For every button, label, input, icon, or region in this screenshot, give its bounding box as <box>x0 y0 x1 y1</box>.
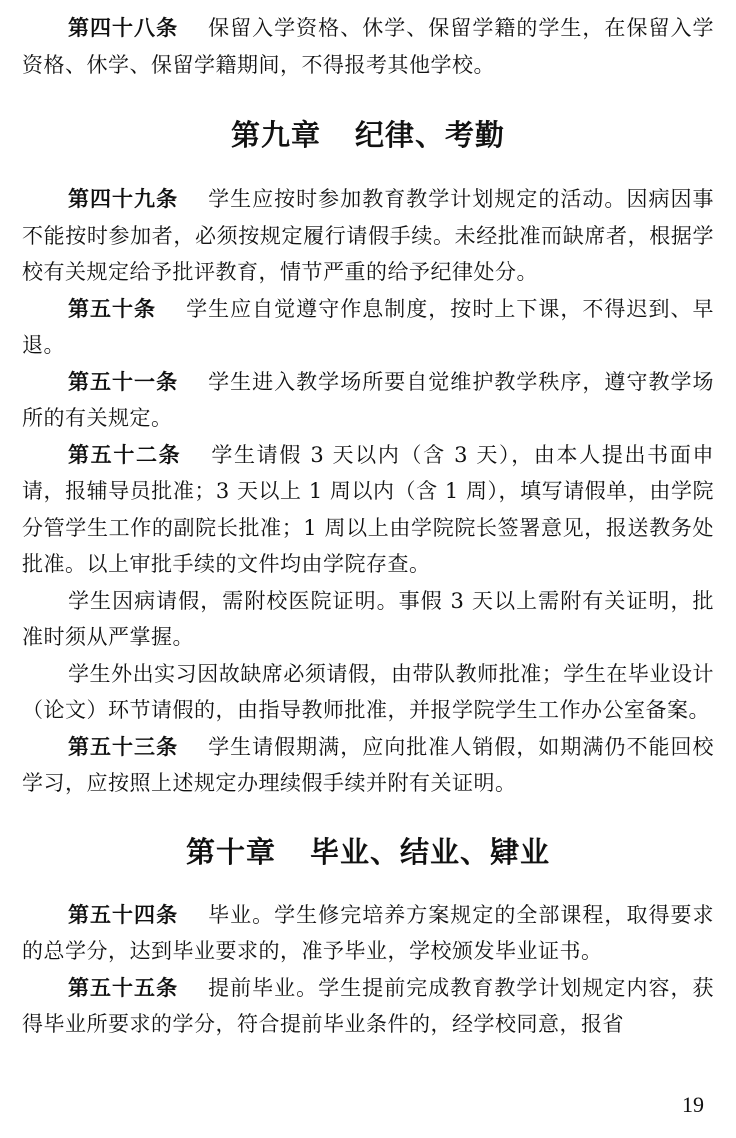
article-number: 第四十九条 <box>68 187 179 211</box>
article-text: 学生应自觉遵守作息制度，按时上下课，不得迟到、早退。 <box>22 296 715 357</box>
chapter-number: 第九章 <box>230 118 321 152</box>
chapter-title: 毕业、结业、肄业 <box>310 834 551 869</box>
document-page <box>22 10 714 1043</box>
article-52-paragraph-2: 学生因病请假，需附校医院证明。事假 3 天以上需附有关证明，批准时须从严掌握。 <box>22 588 714 649</box>
article-text: 提前毕业。学生提前完成教育教学计划规定内容，获得毕业所要求的学分，符合提前毕业条件的，经学校同意，报省 <box>22 975 714 1036</box>
chapter-number: 第十章 <box>185 834 276 869</box>
page-number: 19 <box>682 1092 704 1117</box>
article-52 <box>22 437 714 583</box>
chapter-title: 纪律、考勤 <box>355 118 506 152</box>
article-number: 第五十四条 <box>68 902 179 927</box>
article-53 <box>22 729 714 802</box>
article-text: 学生应按时参加教育教学计划规定的活动。因病因事不能按时参加者，必须按规定履行请假手续。未经批准而缺席者，根据学校有关规定给予批评教育，情节严重的给予纪律处分。 <box>22 187 714 284</box>
article-number: 第五十三条 <box>68 734 179 759</box>
chapter-heading <box>22 830 714 871</box>
article-49 <box>22 181 714 291</box>
article-number: 第五十二条 <box>68 442 182 467</box>
article-text: 学生请假期满，应向批准人销假，如期满仍不能回校学习，应按照上述规定办理续假手续并附有关证明。 <box>22 734 714 795</box>
article-text: 毕业。学生修完培养方案规定的全部课程，取得要求的总学分，达到毕业要求的，准予毕业，学校颁发毕业证书。 <box>22 902 714 963</box>
chapter-heading <box>22 113 714 154</box>
article-50 <box>22 291 714 364</box>
article-52-paragraph-3: 学生外出实习因故缺席必须请假，由带队教师批准；学生在毕业设计（论文）环节请假的，由指导教师批准，并报学院学生工作办公室备案。 <box>22 661 714 722</box>
article-48 <box>22 10 714 83</box>
article-number: 第五十条 <box>68 296 157 321</box>
article-number: 第四十八条 <box>68 16 179 40</box>
article-55 <box>22 970 714 1043</box>
article-text: 学生请假 3 天以内（含 3 天），由本人提出书面申请，报辅导员批准；3 天以上 1 周以内（含 1 周），填写请假单，由学院分管学生工作的副院长批准；1 周以上由学院院长签署意见，报送教务处批准。以上审批手续的文件均由学院存查。 <box>22 442 715 576</box>
article-number: 第五十五条 <box>68 975 179 1000</box>
article-54 <box>22 897 714 970</box>
article-text: 学生进入教学场所要自觉维护教学秩序，遵守教学场所的有关规定。 <box>22 369 714 430</box>
article-number: 第五十一条 <box>68 369 179 394</box>
article-51 <box>22 364 714 437</box>
article-text: 保留入学资格、休学、保留学籍的学生，在保留入学资格、休学、保留学籍期间，不得报考其他学校。 <box>22 16 714 77</box>
